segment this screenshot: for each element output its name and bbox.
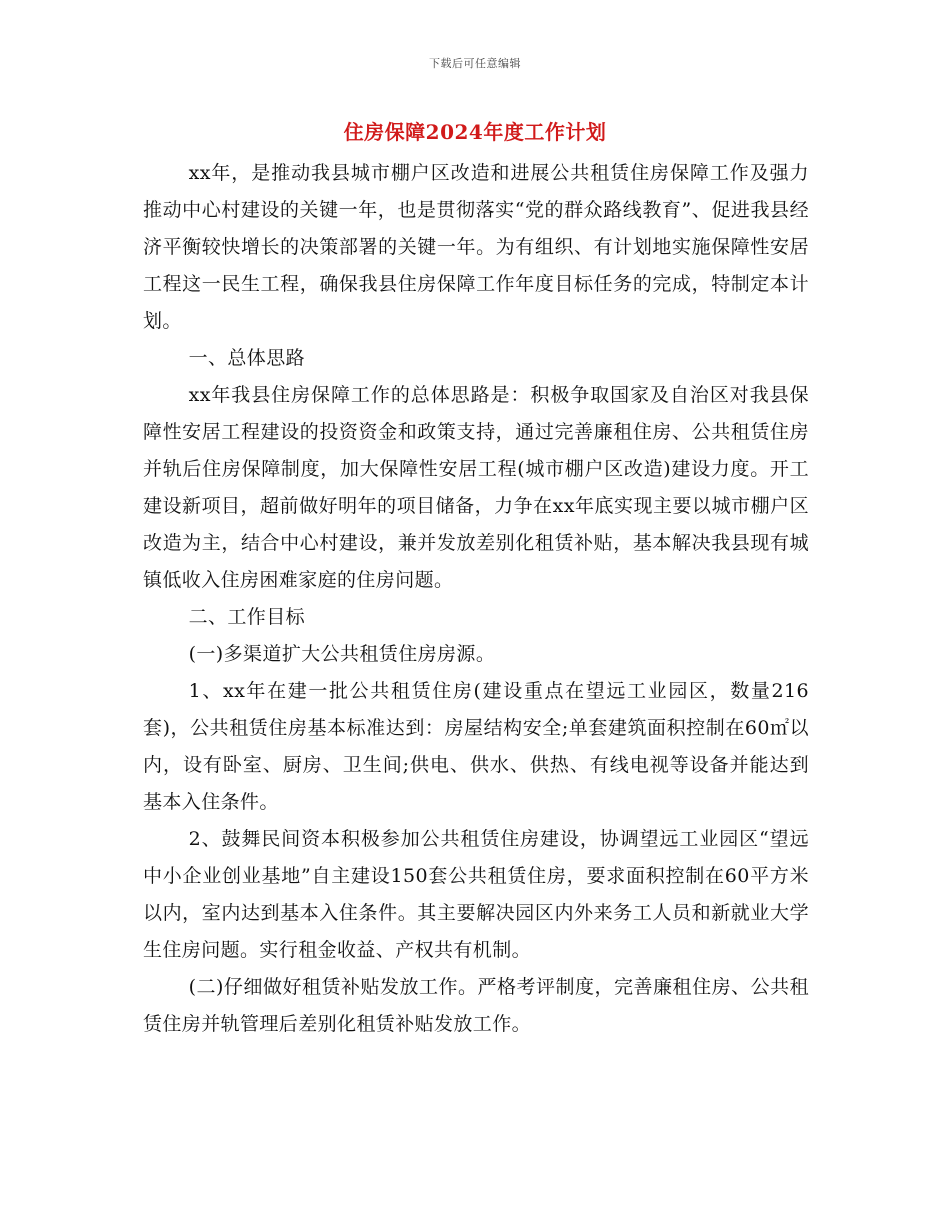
paragraph-overall-approach: xx年我县住房保障工作的总体思路是：积极争取国家及自治区对我县保障性安居工程建设的投资资金和政策支持，通过完善廉租住房、公共租赁住房并轨后住房保障制度，加大保障性安居工程(城市棚户区改造)建设力度。开工建设新项目，超前做好明年的项目储备，力争在xx年底实现主要以城市棚户区改造为主，结合中心村建设，兼并发放差别化租赁补贴，基本解决我县现有城镇低收入住房困难家庭的住房问题。 [143, 384, 809, 591]
document-body [143, 155, 809, 1043]
paragraph-intro: xx年，是推动我县城市棚户区改造和进展公共租赁住房保障工作及强力推动中心村建设的关键一年，也是贯彻落实“党的群众路线教育”、促进我县经济平衡较快增长的决策部署的关键一年。为有组织、有计划地实施保障性安居工程这一民生工程，确保我县住房保障工作年度目标任务的完成，特制定本计划。 [143, 162, 809, 332]
document-title: 住房保障2024年度工作计划 [343, 120, 607, 144]
subsection-heading-2: (二)仔细做好租赁补贴发放工作。严格考评制度，完善廉租住房、公共租赁住房并轨管理后差别化租赁补贴发放工作。 [143, 976, 809, 1035]
section-heading-overall-approach: 一、总体思路 [188, 347, 305, 369]
subsection-heading-1: (一)多渠道扩大公共租赁住房房源。 [188, 643, 496, 665]
paragraph-item-1: 1、xx年在建一批公共租赁住房(建设重点在望远工业园区，数量216套)，公共租赁住房基本标准达到：房屋结构安全;单套建筑面积控制在60㎡以内，设有卧室、厨房、卫生间;供电、供水、供热、有线电视等设备并能达到基本入住条件。 [143, 680, 809, 813]
header-note: 下载后可任意编辑 [429, 57, 521, 70]
section-heading-work-goals: 二、工作目标 [188, 606, 305, 628]
paragraph-item-2: 2、鼓舞民间资本积极参加公共租赁住房建设，协调望远工业园区“望远中小企业创业基地”自主建设150套公共租赁住房，要求面积控制在60平方米以内，室内达到基本入住条件。其主要解决园区内外来务工人员和新就业大学生住房问题。实行租金收益、产权共有机制。 [143, 828, 809, 961]
